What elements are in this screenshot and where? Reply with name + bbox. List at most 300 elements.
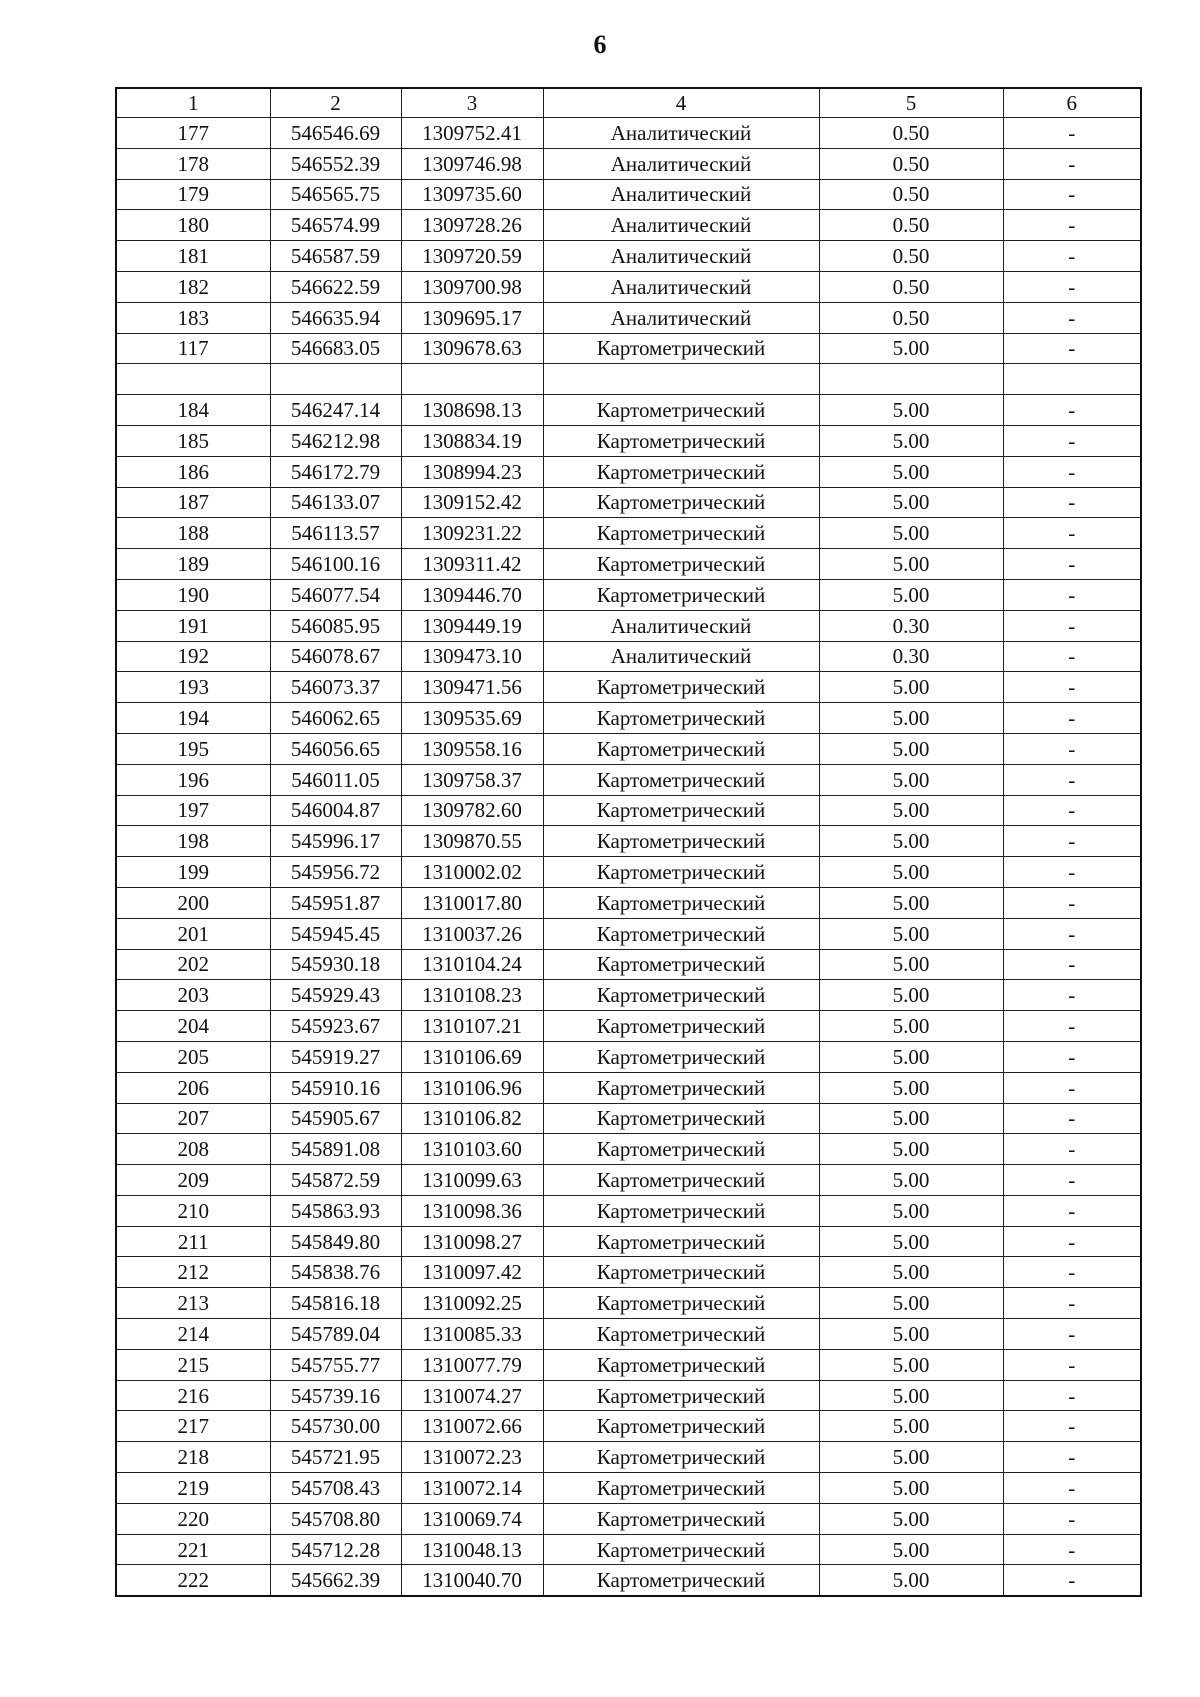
y-coordinate-cell: 1310048.13	[401, 1534, 543, 1565]
point-number-cell: 205	[116, 1041, 270, 1072]
note-cell: -	[1003, 764, 1141, 795]
accuracy-cell: 5.00	[819, 1041, 1003, 1072]
table-row	[116, 271, 1141, 302]
y-coordinate-cell: 1308834.19	[401, 425, 543, 456]
table-row	[116, 1134, 1141, 1165]
x-coordinate-cell: 545721.95	[270, 1442, 401, 1473]
note-cell: -	[1003, 1380, 1141, 1411]
x-coordinate-cell: 545996.17	[270, 826, 401, 857]
y-coordinate-cell: 1309473.10	[401, 641, 543, 672]
accuracy-cell: 5.00	[819, 1011, 1003, 1042]
note-cell: -	[1003, 302, 1141, 333]
accuracy-cell: 5.00	[819, 826, 1003, 857]
table-row	[116, 579, 1141, 610]
note-cell: -	[1003, 1041, 1141, 1072]
accuracy-cell: 0.50	[819, 210, 1003, 241]
column-header-1: 1	[116, 88, 270, 118]
y-coordinate-cell: 1310069.74	[401, 1503, 543, 1534]
method-cell: Картометрический	[543, 1534, 819, 1565]
point-number-cell: 117	[116, 333, 270, 364]
column-header-2: 2	[270, 88, 401, 118]
column-header-3: 3	[401, 88, 543, 118]
method-cell: Аналитический	[543, 641, 819, 672]
y-coordinate-cell: 1309700.98	[401, 271, 543, 302]
accuracy-cell: 5.00	[819, 764, 1003, 795]
note-cell: -	[1003, 518, 1141, 549]
accuracy-cell: 0.30	[819, 610, 1003, 641]
note-cell: -	[1003, 1442, 1141, 1473]
accuracy-cell: 5.00	[819, 1319, 1003, 1350]
x-coordinate-cell: 546587.59	[270, 241, 401, 272]
note-cell: -	[1003, 333, 1141, 364]
table-header	[116, 88, 1141, 118]
y-coordinate-cell: 1309535.69	[401, 703, 543, 734]
point-number-cell: 219	[116, 1473, 270, 1504]
y-coordinate-cell: 1309752.41	[401, 118, 543, 149]
column-header-5: 5	[819, 88, 1003, 118]
note-cell: -	[1003, 271, 1141, 302]
point-number-cell: 200	[116, 887, 270, 918]
point-number-cell: 183	[116, 302, 270, 333]
method-cell: Картометрический	[543, 672, 819, 703]
x-coordinate-cell: 545849.80	[270, 1226, 401, 1257]
point-number-cell: 202	[116, 949, 270, 980]
point-number-cell: 201	[116, 918, 270, 949]
note-cell: -	[1003, 487, 1141, 518]
point-number-cell: 197	[116, 795, 270, 826]
accuracy-cell: 5.00	[819, 1103, 1003, 1134]
note-cell: -	[1003, 1411, 1141, 1442]
y-coordinate-cell: 1310017.80	[401, 887, 543, 918]
table-row	[116, 210, 1141, 241]
method-cell: Аналитический	[543, 179, 819, 210]
point-number-cell: 189	[116, 549, 270, 580]
table-row	[116, 1380, 1141, 1411]
y-coordinate-cell: 1310077.79	[401, 1349, 543, 1380]
point-number-cell: 184	[116, 395, 270, 426]
table-row	[116, 302, 1141, 333]
note-cell: -	[1003, 1165, 1141, 1196]
y-coordinate-cell: 1310040.70	[401, 1565, 543, 1596]
table-row	[116, 857, 1141, 888]
y-coordinate-cell: 1309449.19	[401, 610, 543, 641]
accuracy-cell: 5.00	[819, 949, 1003, 980]
x-coordinate-cell: 546247.14	[270, 395, 401, 426]
table-row	[116, 549, 1141, 580]
method-cell: Картометрический	[543, 487, 819, 518]
accuracy-cell: 5.00	[819, 1349, 1003, 1380]
note-cell: -	[1003, 1103, 1141, 1134]
table-row	[116, 672, 1141, 703]
table-row	[116, 1411, 1141, 1442]
x-coordinate-cell: 546546.69	[270, 118, 401, 149]
note-cell: -	[1003, 148, 1141, 179]
point-number-cell: 222	[116, 1565, 270, 1596]
y-coordinate-cell: 1310106.69	[401, 1041, 543, 1072]
x-coordinate-cell: 546085.95	[270, 610, 401, 641]
table-row	[116, 333, 1141, 364]
point-number-cell: 179	[116, 179, 270, 210]
accuracy-cell: 5.00	[819, 857, 1003, 888]
point-number-cell: 209	[116, 1165, 270, 1196]
y-coordinate-cell: 1310085.33	[401, 1319, 543, 1350]
table-row	[116, 1072, 1141, 1103]
y-coordinate-cell: 1309758.37	[401, 764, 543, 795]
accuracy-cell: 0.50	[819, 241, 1003, 272]
accuracy-cell: 5.00	[819, 1195, 1003, 1226]
x-coordinate-cell: 545930.18	[270, 949, 401, 980]
x-coordinate-cell: 546574.99	[270, 210, 401, 241]
method-cell: Картометрический	[543, 1011, 819, 1042]
method-cell: Картометрический	[543, 549, 819, 580]
x-coordinate-cell: 545863.93	[270, 1195, 401, 1226]
method-cell: Картометрический	[543, 1411, 819, 1442]
x-coordinate-cell: 545739.16	[270, 1380, 401, 1411]
method-cell: Картометрический	[543, 1195, 819, 1226]
accuracy-cell: 5.00	[819, 1134, 1003, 1165]
note-cell: -	[1003, 549, 1141, 580]
table-row	[116, 826, 1141, 857]
table-row	[116, 148, 1141, 179]
column-header-6: 6	[1003, 88, 1141, 118]
method-cell: Картометрический	[543, 703, 819, 734]
y-coordinate-cell: 1309152.42	[401, 487, 543, 518]
method-cell: Картометрический	[543, 425, 819, 456]
y-coordinate-cell: 1309446.70	[401, 579, 543, 610]
method-cell: Картометрический	[543, 733, 819, 764]
y-coordinate-cell: 1309870.55	[401, 826, 543, 857]
accuracy-cell	[819, 364, 1003, 395]
x-coordinate-cell: 546172.79	[270, 456, 401, 487]
note-cell: -	[1003, 610, 1141, 641]
header-row	[116, 88, 1141, 118]
point-number-cell: 181	[116, 241, 270, 272]
y-coordinate-cell: 1310092.25	[401, 1288, 543, 1319]
point-number-cell: 199	[116, 857, 270, 888]
point-number-cell: 190	[116, 579, 270, 610]
note-cell: -	[1003, 703, 1141, 734]
y-coordinate-cell: 1310106.82	[401, 1103, 543, 1134]
accuracy-cell: 5.00	[819, 672, 1003, 703]
method-cell: Аналитический	[543, 271, 819, 302]
method-cell: Картометрический	[543, 857, 819, 888]
note-cell: -	[1003, 425, 1141, 456]
table-row	[116, 395, 1141, 426]
table-row	[116, 1011, 1141, 1042]
x-coordinate-cell: 545956.72	[270, 857, 401, 888]
accuracy-cell: 5.00	[819, 1226, 1003, 1257]
note-cell: -	[1003, 949, 1141, 980]
note-cell: -	[1003, 241, 1141, 272]
method-cell: Картометрический	[543, 1041, 819, 1072]
y-coordinate-cell: 1310097.42	[401, 1257, 543, 1288]
y-coordinate-cell: 1310037.26	[401, 918, 543, 949]
method-cell	[543, 364, 819, 395]
table-row	[116, 487, 1141, 518]
note-cell: -	[1003, 980, 1141, 1011]
point-number-cell	[116, 364, 270, 395]
accuracy-cell: 0.50	[819, 302, 1003, 333]
y-coordinate-cell: 1310107.21	[401, 1011, 543, 1042]
accuracy-cell: 0.50	[819, 271, 1003, 302]
note-cell: -	[1003, 641, 1141, 672]
x-coordinate-cell: 545891.08	[270, 1134, 401, 1165]
accuracy-cell: 5.00	[819, 333, 1003, 364]
point-number-cell: 220	[116, 1503, 270, 1534]
accuracy-cell: 5.00	[819, 1534, 1003, 1565]
table-row	[116, 1103, 1141, 1134]
point-number-cell: 218	[116, 1442, 270, 1473]
method-cell: Картометрический	[543, 764, 819, 795]
method-cell: Аналитический	[543, 210, 819, 241]
point-number-cell: 214	[116, 1319, 270, 1350]
point-number-cell: 207	[116, 1103, 270, 1134]
point-number-cell: 210	[116, 1195, 270, 1226]
y-coordinate-cell: 1310098.27	[401, 1226, 543, 1257]
accuracy-cell: 5.00	[819, 1565, 1003, 1596]
table-row	[116, 918, 1141, 949]
x-coordinate-cell: 545945.45	[270, 918, 401, 949]
point-number-cell: 211	[116, 1226, 270, 1257]
method-cell: Картометрический	[543, 1288, 819, 1319]
x-coordinate-cell: 546622.59	[270, 271, 401, 302]
accuracy-cell: 5.00	[819, 549, 1003, 580]
method-cell: Картометрический	[543, 1103, 819, 1134]
accuracy-cell: 0.50	[819, 148, 1003, 179]
accuracy-cell: 5.00	[819, 518, 1003, 549]
note-cell	[1003, 364, 1141, 395]
point-number-cell: 213	[116, 1288, 270, 1319]
method-cell: Картометрический	[543, 1380, 819, 1411]
note-cell: -	[1003, 826, 1141, 857]
method-cell: Картометрический	[543, 949, 819, 980]
x-coordinate-cell: 546077.54	[270, 579, 401, 610]
accuracy-cell: 5.00	[819, 733, 1003, 764]
method-cell: Картометрический	[543, 333, 819, 364]
x-coordinate-cell: 546552.39	[270, 148, 401, 179]
point-number-cell: 203	[116, 980, 270, 1011]
note-cell: -	[1003, 918, 1141, 949]
point-number-cell: 185	[116, 425, 270, 456]
table-row	[116, 1041, 1141, 1072]
y-coordinate-cell: 1309311.42	[401, 549, 543, 580]
note-cell: -	[1003, 456, 1141, 487]
table-row	[116, 1534, 1141, 1565]
note-cell: -	[1003, 795, 1141, 826]
table-row	[116, 456, 1141, 487]
x-coordinate-cell: 545910.16	[270, 1072, 401, 1103]
note-cell: -	[1003, 579, 1141, 610]
x-coordinate-cell: 546133.07	[270, 487, 401, 518]
y-coordinate-cell: 1308994.23	[401, 456, 543, 487]
y-coordinate-cell: 1310072.66	[401, 1411, 543, 1442]
note-cell: -	[1003, 733, 1141, 764]
x-coordinate-cell: 545662.39	[270, 1565, 401, 1596]
note-cell: -	[1003, 179, 1141, 210]
method-cell: Картометрический	[543, 1165, 819, 1196]
point-number-cell: 187	[116, 487, 270, 518]
accuracy-cell: 5.00	[819, 918, 1003, 949]
table-row	[116, 949, 1141, 980]
note-cell: -	[1003, 672, 1141, 703]
note-cell: -	[1003, 887, 1141, 918]
table-row	[116, 518, 1141, 549]
point-number-cell: 198	[116, 826, 270, 857]
point-number-cell: 215	[116, 1349, 270, 1380]
accuracy-cell: 5.00	[819, 1257, 1003, 1288]
x-coordinate-cell: 545951.87	[270, 887, 401, 918]
table-row	[116, 1473, 1141, 1504]
method-cell: Аналитический	[543, 148, 819, 179]
x-coordinate-cell: 546011.05	[270, 764, 401, 795]
method-cell: Картометрический	[543, 887, 819, 918]
method-cell: Картометрический	[543, 456, 819, 487]
y-coordinate-cell: 1309231.22	[401, 518, 543, 549]
y-coordinate-cell: 1309746.98	[401, 148, 543, 179]
y-coordinate-cell: 1310074.27	[401, 1380, 543, 1411]
method-cell: Картометрический	[543, 1134, 819, 1165]
note-cell: -	[1003, 1072, 1141, 1103]
accuracy-cell: 5.00	[819, 1165, 1003, 1196]
table-row	[116, 1195, 1141, 1226]
accuracy-cell: 5.00	[819, 579, 1003, 610]
x-coordinate-cell: 546073.37	[270, 672, 401, 703]
x-coordinate-cell	[270, 364, 401, 395]
note-cell: -	[1003, 210, 1141, 241]
point-number-cell: 191	[116, 610, 270, 641]
method-cell: Аналитический	[543, 302, 819, 333]
table-row	[116, 364, 1141, 395]
point-number-cell: 177	[116, 118, 270, 149]
x-coordinate-cell: 545789.04	[270, 1319, 401, 1350]
x-coordinate-cell: 546635.94	[270, 302, 401, 333]
point-number-cell: 221	[116, 1534, 270, 1565]
x-coordinate-cell: 546212.98	[270, 425, 401, 456]
x-coordinate-cell: 545905.67	[270, 1103, 401, 1134]
table-row	[116, 1257, 1141, 1288]
y-coordinate-cell: 1310072.14	[401, 1473, 543, 1504]
method-cell: Картометрический	[543, 1226, 819, 1257]
note-cell: -	[1003, 1288, 1141, 1319]
accuracy-cell: 0.50	[819, 179, 1003, 210]
x-coordinate-cell: 545929.43	[270, 980, 401, 1011]
point-number-cell: 193	[116, 672, 270, 703]
method-cell: Картометрический	[543, 395, 819, 426]
note-cell: -	[1003, 1257, 1141, 1288]
table-row	[116, 1442, 1141, 1473]
x-coordinate-cell: 546683.05	[270, 333, 401, 364]
method-cell: Картометрический	[543, 1565, 819, 1596]
point-number-cell: 206	[116, 1072, 270, 1103]
page-number: 6	[593, 30, 607, 59]
point-number-cell: 217	[116, 1411, 270, 1442]
note-cell: -	[1003, 1349, 1141, 1380]
y-coordinate-cell: 1310002.02	[401, 857, 543, 888]
method-cell: Картометрический	[543, 518, 819, 549]
y-coordinate-cell: 1309720.59	[401, 241, 543, 272]
point-number-cell: 196	[116, 764, 270, 795]
accuracy-cell: 5.00	[819, 1473, 1003, 1504]
x-coordinate-cell: 545919.27	[270, 1041, 401, 1072]
point-number-cell: 192	[116, 641, 270, 672]
x-coordinate-cell: 545708.43	[270, 1473, 401, 1504]
x-coordinate-cell: 546565.75	[270, 179, 401, 210]
method-cell: Картометрический	[543, 1349, 819, 1380]
y-coordinate-cell: 1309558.16	[401, 733, 543, 764]
x-coordinate-cell: 545712.28	[270, 1534, 401, 1565]
point-number-cell: 188	[116, 518, 270, 549]
note-cell: -	[1003, 1226, 1141, 1257]
note-cell: -	[1003, 1534, 1141, 1565]
x-coordinate-cell: 545872.59	[270, 1165, 401, 1196]
table-row	[116, 241, 1141, 272]
accuracy-cell: 5.00	[819, 980, 1003, 1011]
point-number-cell: 182	[116, 271, 270, 302]
table-row	[116, 764, 1141, 795]
x-coordinate-cell: 546113.57	[270, 518, 401, 549]
y-coordinate-cell: 1310108.23	[401, 980, 543, 1011]
accuracy-cell: 5.00	[819, 487, 1003, 518]
accuracy-cell: 5.00	[819, 795, 1003, 826]
y-coordinate-cell: 1309728.26	[401, 210, 543, 241]
method-cell: Картометрический	[543, 1442, 819, 1473]
x-coordinate-cell: 545730.00	[270, 1411, 401, 1442]
method-cell: Картометрический	[543, 1503, 819, 1534]
y-coordinate-cell: 1310106.96	[401, 1072, 543, 1103]
table-row	[116, 795, 1141, 826]
x-coordinate-cell: 546078.67	[270, 641, 401, 672]
method-cell: Картометрический	[543, 1072, 819, 1103]
accuracy-cell: 5.00	[819, 456, 1003, 487]
y-coordinate-cell: 1310098.36	[401, 1195, 543, 1226]
table-row	[116, 425, 1141, 456]
x-coordinate-cell: 546004.87	[270, 795, 401, 826]
x-coordinate-cell: 545755.77	[270, 1349, 401, 1380]
note-cell: -	[1003, 1011, 1141, 1042]
method-cell: Картометрический	[543, 795, 819, 826]
column-header-4: 4	[543, 88, 819, 118]
y-coordinate-cell: 1309695.17	[401, 302, 543, 333]
table-row	[116, 887, 1141, 918]
accuracy-cell: 0.50	[819, 118, 1003, 149]
y-coordinate-cell: 1310104.24	[401, 949, 543, 980]
note-cell: -	[1003, 1319, 1141, 1350]
note-cell: -	[1003, 1195, 1141, 1226]
table-row	[116, 1319, 1141, 1350]
note-cell: -	[1003, 395, 1141, 426]
point-number-cell: 216	[116, 1380, 270, 1411]
y-coordinate-cell: 1310072.23	[401, 1442, 543, 1473]
method-cell: Картометрический	[543, 1473, 819, 1504]
y-coordinate-cell: 1309735.60	[401, 179, 543, 210]
table-row	[116, 610, 1141, 641]
point-number-cell: 212	[116, 1257, 270, 1288]
accuracy-cell: 5.00	[819, 703, 1003, 734]
x-coordinate-cell: 545838.76	[270, 1257, 401, 1288]
method-cell: Картометрический	[543, 1319, 819, 1350]
table-row	[116, 1226, 1141, 1257]
point-number-cell: 186	[116, 456, 270, 487]
table-row	[116, 1503, 1141, 1534]
x-coordinate-cell: 545708.80	[270, 1503, 401, 1534]
y-coordinate-cell	[401, 364, 543, 395]
accuracy-cell: 5.00	[819, 1411, 1003, 1442]
accuracy-cell: 5.00	[819, 395, 1003, 426]
method-cell: Аналитический	[543, 241, 819, 272]
point-number-cell: 180	[116, 210, 270, 241]
x-coordinate-cell: 545923.67	[270, 1011, 401, 1042]
note-cell: -	[1003, 118, 1141, 149]
